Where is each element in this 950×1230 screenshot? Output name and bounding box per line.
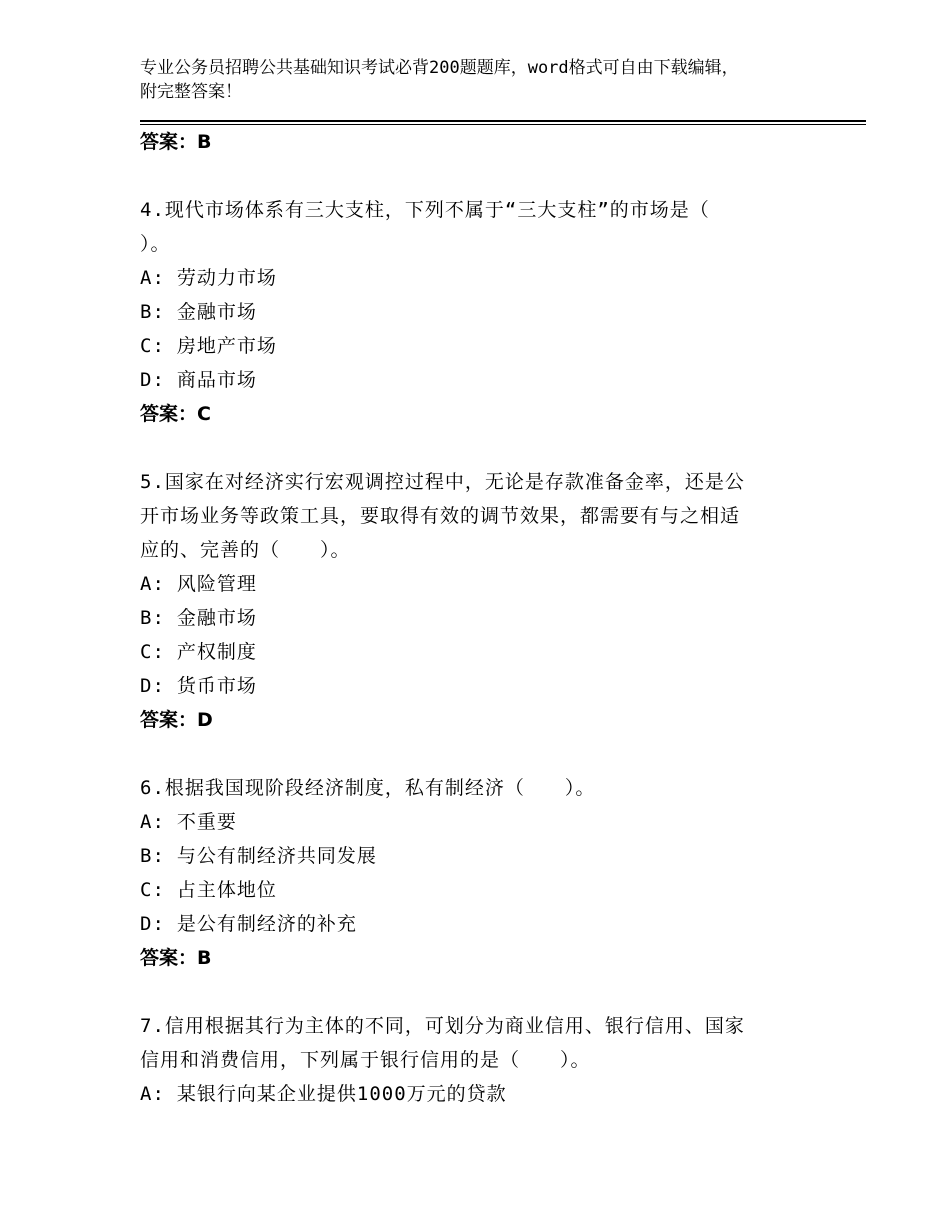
option-c	[140, 635, 800, 669]
option-d	[140, 669, 800, 703]
option-text: 占主体地位	[176, 879, 277, 901]
header-rule-thick	[140, 120, 866, 122]
option-d	[140, 363, 800, 397]
option-text: 金融市场	[176, 301, 257, 323]
option-letter: B:	[140, 845, 165, 867]
option-text: 风险管理	[176, 573, 257, 595]
option-d	[140, 907, 800, 941]
option-text: 金融市场	[176, 607, 257, 629]
option-a	[140, 1077, 800, 1111]
answer-line: 答案：B	[140, 947, 212, 969]
question-block	[140, 1009, 800, 1111]
option-text: 货币市场	[176, 675, 257, 697]
question-line: 7.信用根据其行为主体的不同，可划分为商业信用、银行信用、国家	[140, 1015, 745, 1037]
option-letter: D:	[140, 369, 165, 391]
question-line: 6.根据我国现阶段经济制度，私有制经济（ ）。	[140, 777, 596, 799]
question-line: 应的、完善的（ ）。	[140, 539, 351, 561]
option-letter: C:	[140, 335, 165, 357]
answer-line: 答案：D	[140, 709, 213, 731]
option-letter: A:	[140, 1083, 165, 1105]
option-letter: B:	[140, 301, 165, 323]
option-a	[140, 261, 800, 295]
question-block	[140, 193, 800, 431]
option-text: 商品市场	[176, 369, 257, 391]
answer-line: 答案：B	[140, 131, 212, 153]
option-letter: A:	[140, 267, 165, 289]
option-letter: A:	[140, 811, 165, 833]
question-line: 信用和消费信用，下列属于银行信用的是（ ）。	[140, 1049, 591, 1071]
option-text: 房地产市场	[176, 335, 277, 357]
option-text: 产权制度	[176, 641, 257, 663]
question-line: 4.现代市场体系有三大支柱，下列不属于“三大支柱”的市场是（	[140, 199, 710, 221]
question-line: 开市场业务等政策工具，要取得有效的调节效果，都需要有与之相适	[140, 505, 741, 527]
option-letter: B:	[140, 607, 165, 629]
option-text: 与公有制经济共同发展	[176, 845, 377, 867]
question-content	[140, 125, 800, 1111]
option-c	[140, 329, 800, 363]
option-letter: D:	[140, 675, 165, 697]
option-text: 是公有制经济的补充	[176, 913, 357, 935]
question-line: ）。	[140, 233, 171, 255]
question-line: 5.国家在对经济实行宏观调控过程中，无论是存款准备金率，还是公	[140, 471, 745, 493]
option-text: 某银行向某企业提供1000万元的贷款	[176, 1083, 507, 1105]
answer-line: 答案：C	[140, 403, 211, 425]
question-block	[140, 771, 800, 975]
header-line-1: 专业公务员招聘公共基础知识考试必背200题题库，word格式可自由下载编辑，	[140, 58, 739, 78]
option-c	[140, 873, 800, 907]
option-text: 劳动力市场	[176, 267, 277, 289]
option-letter: C:	[140, 641, 165, 663]
option-a	[140, 567, 800, 601]
option-b	[140, 295, 800, 329]
question-block	[140, 465, 800, 737]
option-text: 不重要	[176, 811, 237, 833]
option-b	[140, 601, 800, 635]
header-line-2: 附完整答案！	[140, 82, 242, 102]
option-letter: D:	[140, 913, 165, 935]
option-a	[140, 805, 800, 839]
option-letter: A:	[140, 573, 165, 595]
option-b	[140, 839, 800, 873]
page-header	[140, 56, 860, 104]
option-letter: C:	[140, 879, 165, 901]
